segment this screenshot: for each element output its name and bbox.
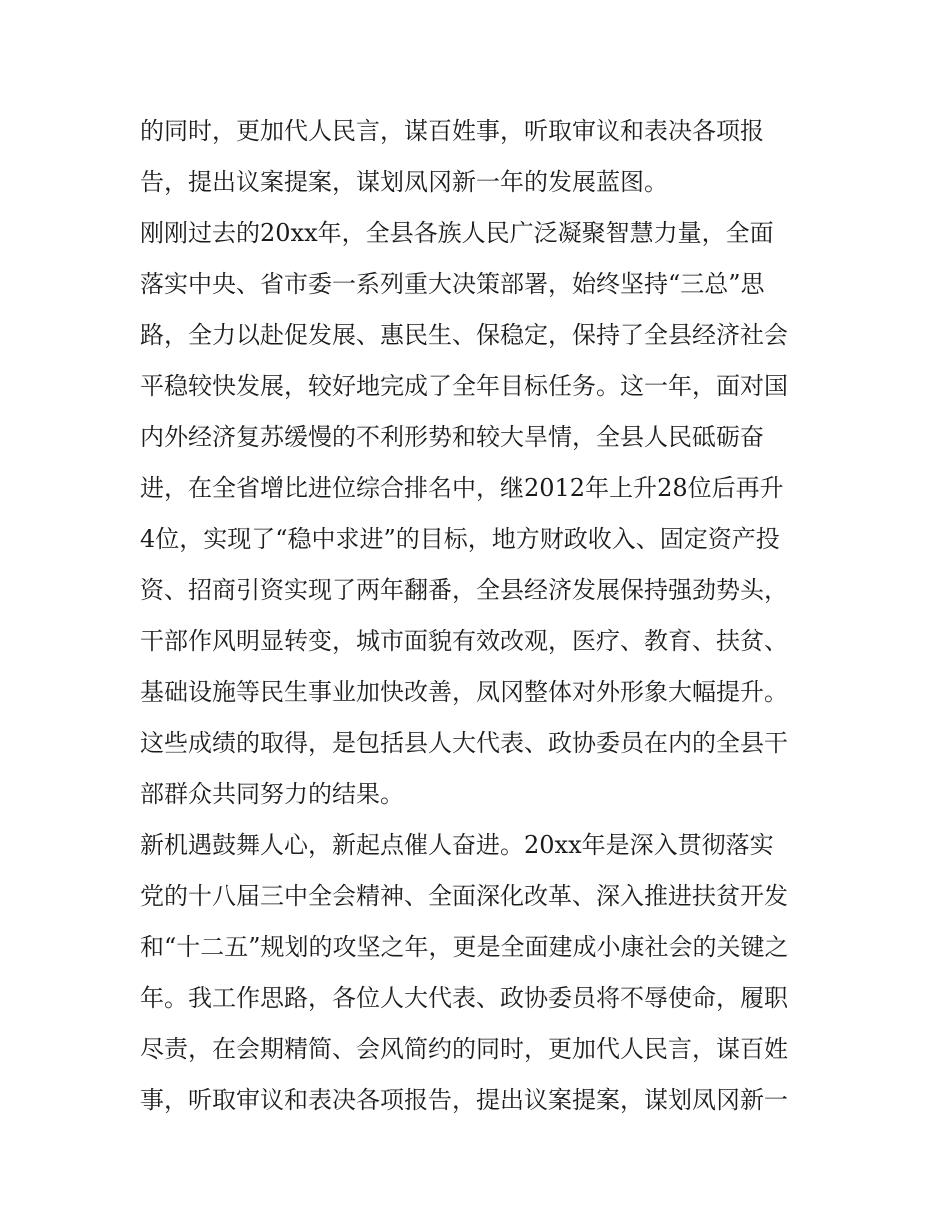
text-line: 年。我工作思路，各位人大代表、政协委员将不辱使命，履职 (140, 984, 788, 1012)
text-line: 这些成绩的取得，是包括县人大代表、政协委员在内的全县干 (140, 729, 788, 757)
document-body (140, 106, 820, 1126)
text-line: 落实中央、省市委一系列重大决策部署，始终坚持“三总”思 (140, 270, 765, 298)
text-line: 尽责，在会期精简、会风简约的同时，更加代人民言，谋百姓 (140, 1035, 788, 1063)
text-line: 基础设施等民生事业加快改善，凤冈整体对外形象大幅提升。 (140, 678, 788, 706)
text-line: 平稳较快发展，较好地完成了全年目标任务。这一年，面对国 (140, 372, 788, 400)
text-line: 的同时，更加代人民言，谋百姓事，听取审议和表决各项报 (140, 117, 764, 145)
text-line: 资、招商引资实现了两年翻番，全县经济发展保持强劲势头， (140, 576, 788, 604)
text-line: 4位，实现了“稳中求进”的目标，地方财政收入、固定资产投 (140, 525, 780, 553)
text-line: 告，提出议案提案，谋划凤冈新一年的发展蓝图。 (140, 168, 668, 196)
text-line: 新机遇鼓舞人心，新起点催人奋进。20xx年是深入贯彻落实 (140, 831, 774, 859)
text-line: 路，全力以赴促发展、惠民生、保稳定，保持了全县经济社会 (140, 321, 788, 349)
text-line: 内外经济复苏缓慢的不利形势和较大旱情，全县人民砥砺奋 (140, 423, 764, 451)
text-line: 和“十二五”规划的攻坚之年，更是全面建成小康社会的关键之 (140, 933, 789, 961)
text-line: 事，听取审议和表决各项报告，提出议案提案，谋划凤冈新一 (140, 1086, 788, 1114)
text-line: 干部作风明显转变，城市面貌有效改观，医疗、教育、扶贫、 (140, 627, 788, 655)
text-line: 部群众共同努力的结果。 (140, 780, 404, 808)
text-line: 刚刚过去的20xx年，全县各族人民广泛凝聚智慧力量，全面 (140, 219, 774, 247)
text-line: 党的十八届三中全会精神、全面深化改革、深入推进扶贫开发 (140, 882, 788, 910)
text-line: 进，在全省增比进位综合排名中，继2012年上升28位后再升 (140, 474, 784, 502)
